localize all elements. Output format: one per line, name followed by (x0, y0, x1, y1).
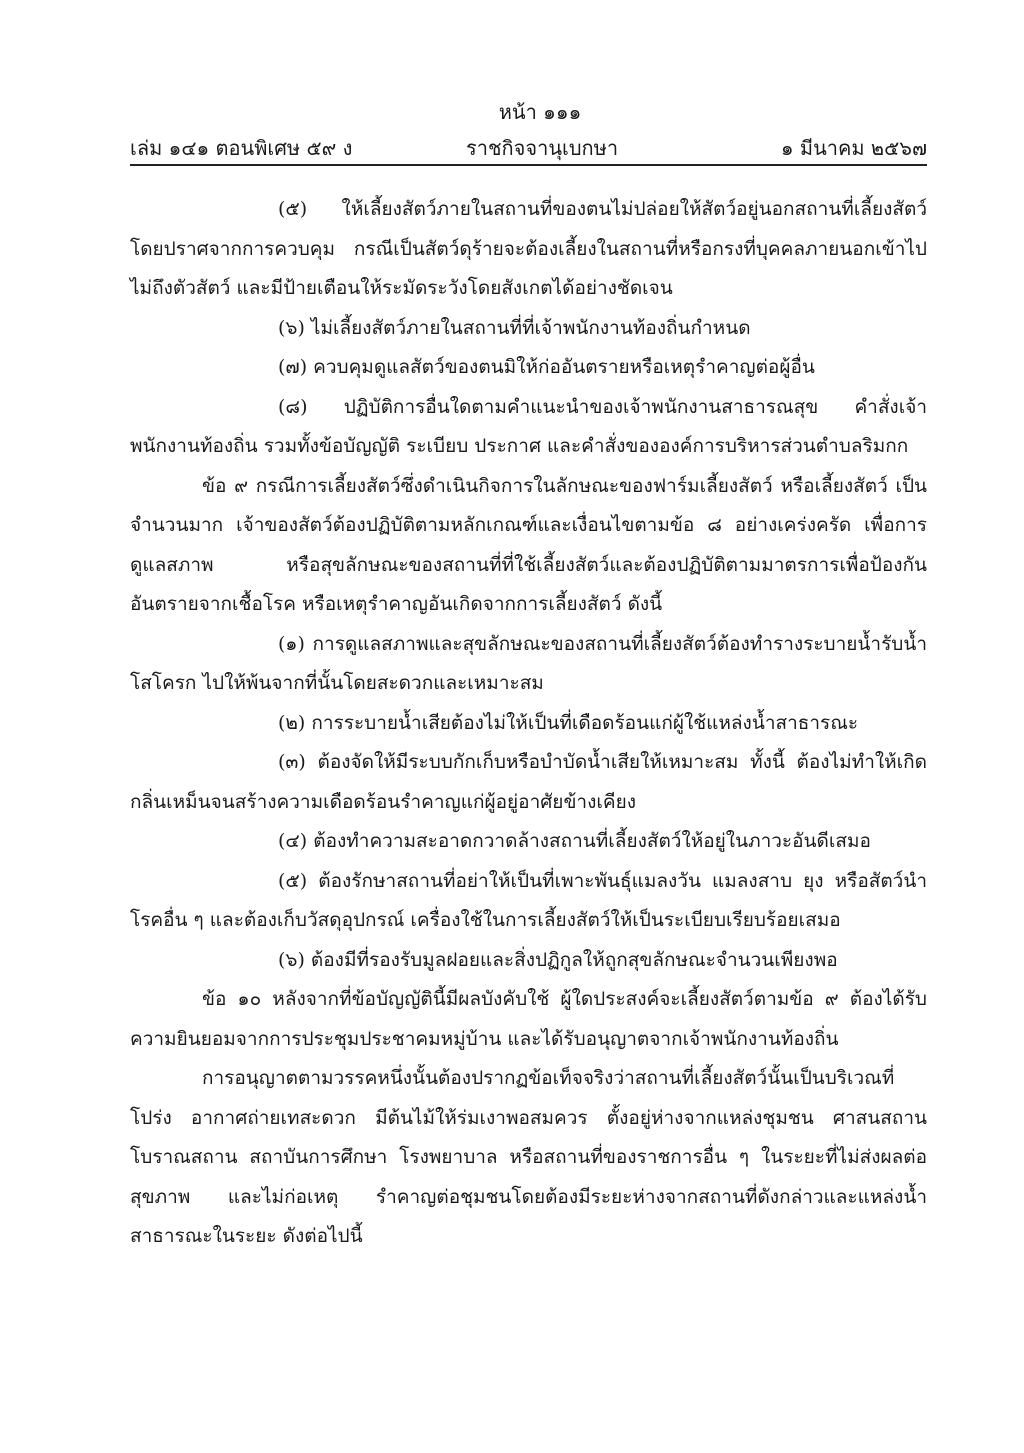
paragraph-item-6: (๖) ไม่เลี้ยงสัตว์ภายในสถานที่ที่เจ้าพนักงานท้องถิ่นกำหนด (278, 316, 751, 339)
paragraph-sub-5: (๕) ต้องรักษาสถานที่อย่าให้เป็นที่เพาะพันธุ์แมลงวัน แมลงสาบ ยุง หรือสัตว์นำโรคอื่น ๆ และต้องเก็บวัสดุอุปกรณ์ เครื่องใช้ในการเลี้ยงสัตว์ให้เป็นระเบียบเรียบร้อยเสมอ (130, 869, 927, 931)
paragraph-sub-2: (๒) การระบายน้ำเสียต้องไม่ให้เป็นที่เดือดร้อนแก่ผู้ใช้แหล่งน้ำสาธารณะ (278, 711, 859, 734)
volume-issue: เล่ม ๑๔๑ ตอนพิเศษ ๕๙ ง (130, 136, 353, 160)
paragraph-sub-6: (๖) ต้องมีที่รองรับมูลฝอยและสิ่งปฏิกูลให้ถูกสุขลักษณะจำนวนเพียงพอ (278, 948, 838, 971)
paragraph-clause-9: ข้อ ๙ กรณีการเลี้ยงสัตว์ซึ่งดำเนินกิจการในลักษณะของฟาร์มเลี้ยงสัตว์ หรือเลี้ยงสัตว์ เป็นจำนวนมาก เจ้าของสัตว์ต้องปฏิบัติตามหลักเกณฑ์และเงื่อนไขตามข้อ ๘ อย่างเคร่งครัด เพื่อการดูแลสภาพ หรือสุขลักษณะของสถานที่ที่ใช้เลี้ยงสัตว์และต้องปฏิบัติตามมาตรการเพื่อป้องกันอันตรายจากเชื้อโรค หรือเหตุรำคาญอันเกิดจากการเลี้ยงสัตว์ ดังนี้ (130, 474, 927, 615)
page-number: หน้า ๑๑๑ (498, 100, 582, 124)
paragraph-clause-10: ข้อ ๑๐ หลังจากที่ข้อบัญญัตินี้มีผลบังคับใช้ ผู้ใดประสงค์จะเลี้ยงสัตว์ตามข้อ ๙ ต้องได้รับ ความยินยอมจากการประชุมประชาคมหมู่บ้าน และได้รับอนุญาตจากเจ้าพนักงานท้องถิ่น (130, 988, 927, 1050)
paragraph-sub-3: (๓) ต้องจัดให้มีระบบกักเก็บหรือบำบัดน้ำเสียให้เหมาะสม ทั้งนี้ ต้องไม่ทำให้เกิด กลิ่นเหม็นจนสร้างความเดือดร้อนรำคาญแก่ผู้อยู่อาศัยข้างเคียง (130, 751, 927, 813)
document-body (130, 190, 927, 1257)
paragraph-item-5: (๕) ให้เลี้ยงสัตว์ภายในสถานที่ของตนไม่ปล่อยให้สัตว์อยู่นอกสถานที่เลี้ยงสัตว์ โดยปราศจากการควบคุม กรณีเป็นสัตว์ดุร้ายจะต้องเลี้ยงในสถานที่หรือกรงที่บุคคลภายนอกเข้าไปไม่ถึงตัวสัตว์ และมีป้ายเตือนให้ระมัดระวังโดยสังเกตได้อย่างชัดเจน (130, 198, 927, 299)
publication-date: ๑ มีนาคม ๒๕๖๗ (780, 136, 927, 160)
gazette-header (130, 132, 927, 162)
paragraph-permission: การอนุญาตตามวรรคหนึ่งนั้นต้องปรากฏข้อเท็จจริงว่าสถานที่เลี้ยงสัตว์นั้นเป็นบริเวณที่โปร่ง อากาศถ่ายเทสะดวก มีต้นไม้ให้ร่มเงาพอสมควร ตั้งอยู่ห่างจากแหล่งชุมชน ศาสนสถาน โบราณสถาน สถาบันการศึกษา โรงพยาบาล หรือสถานที่ของราชการอื่น ๆ ในระยะที่ไม่ส่งผลต่อสุขภาพ และไม่ก่อเหตุ รำคาญต่อชุมชนโดยต้องมีระยะห่างจากสถานที่ดังกล่าวและแหล่งน้ำสาธารณะในระยะ ดังต่อไปนี้ (130, 1067, 927, 1247)
gazette-title: ราชกิจจานุเบกษา (466, 136, 619, 160)
paragraph-item-7: (๗) ควบคุมดูแลสัตว์ของตนมิให้ก่ออันตรายหรือเหตุรำคาญต่อผู้อื่น (278, 356, 815, 378)
paragraph-sub-4: (๔) ต้องทำความสะอาดกวาดล้างสถานที่เลี้ยงสัตว์ให้อยู่ในภาวะอันดีเสมอ (278, 830, 871, 852)
paragraph-sub-1: (๑) การดูแลสภาพและสุขลักษณะของสถานที่เลี้ยงสัตว์ต้องทำรางระบายน้ำรับน้ำโสโครก ไปให้พ้นจากที่นั้นโดยสะดวกและเหมาะสม (130, 632, 927, 694)
paragraph-item-8: (๘) ปฏิบัติการอื่นใดตามคำแนะนำของเจ้าพนักงานสาธารณสุข คำสั่งเจ้าพนักงานท้องถิ่น รวมทั้งข้อบัญญัติ ระเบียบ ประกาศ และคำสั่งขององค์การบริหารส่วนตำบลริมกก (130, 395, 927, 457)
header-divider (130, 164, 927, 166)
